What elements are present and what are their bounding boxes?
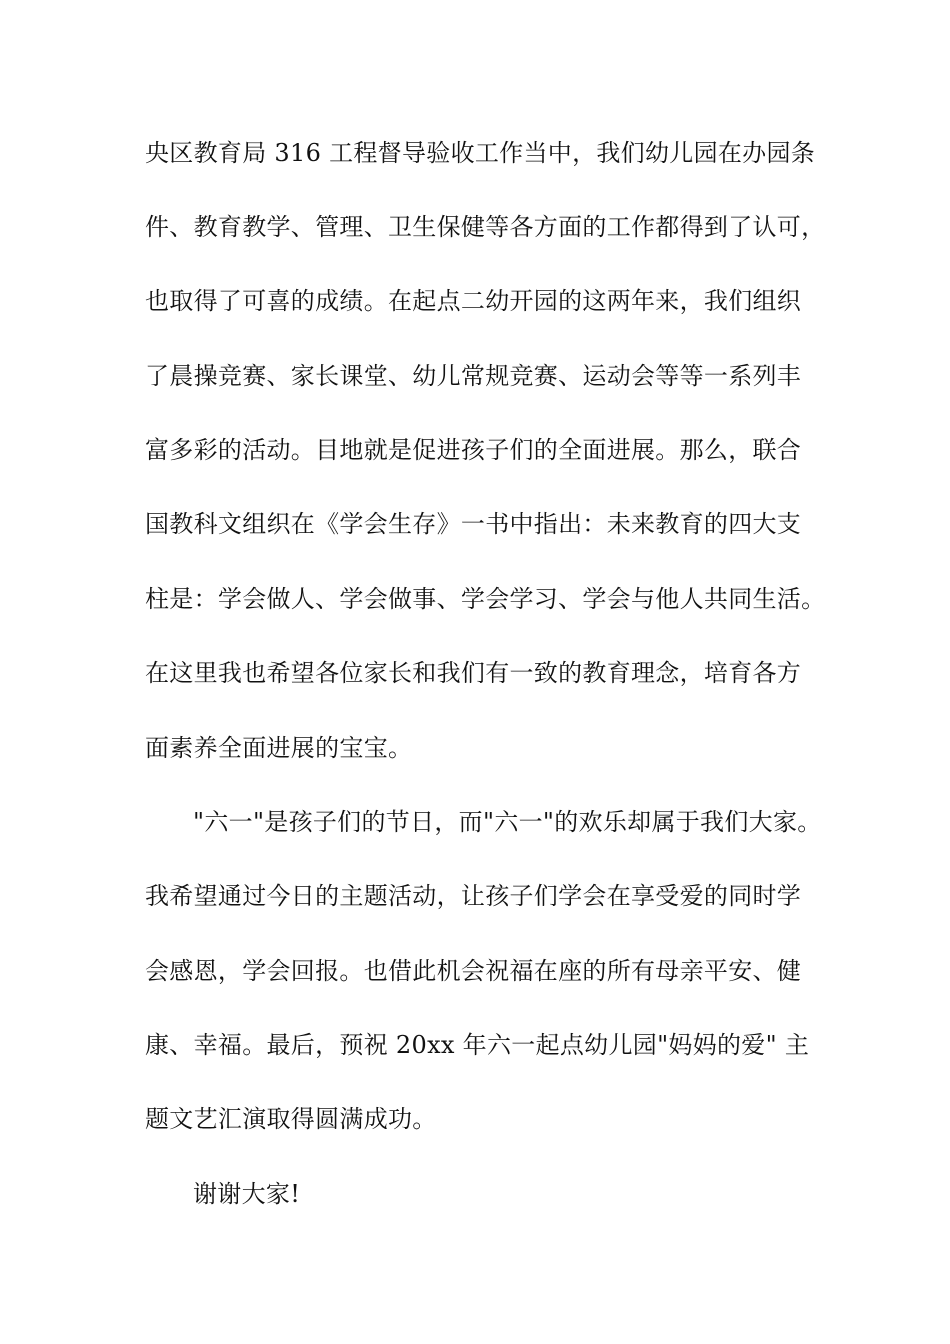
text-line: 在这里我也希望各位家长和我们有一致的教育理念，培育各方 [145,659,802,687]
closing-line: 谢谢大家! [193,1180,301,1208]
text-line: 也取得了可喜的成绩。在起点二幼开园的这两年来，我们组织 [145,287,802,315]
paragraph-start-line: "六一"是孩子们的节日，而"六一"的欢乐却属于我们大家。 [193,808,822,836]
text-line: 面素养全面进展的宝宝。 [145,734,413,762]
text-line: 件、教育教学、管理、卫生保健等各方面的工作都得到了认可， [145,213,826,241]
text-line: 康、幸福。最后，预祝 20xx 年六一起点幼儿园"妈妈的爱" 主 [145,1031,810,1059]
text-line: 题文艺汇演取得圆满成功。 [145,1105,437,1133]
text-line: 国教科文组织在《学会生存》一书中指出：未来教育的四大支 [145,510,802,538]
text-line: 了晨操竞赛、家长课堂、幼儿常规竞赛、运动会等等一系列丰 [145,362,802,390]
text-line: 我希望通过今日的主题活动，让孩子们学会在享受爱的同时学 [145,882,802,910]
text-line: 柱是：学会做人、学会做事、学会学习、学会与他人共同生活。 [145,585,826,613]
text-line: 会感恩，学会回报。也借此机会祝福在座的所有母亲平安、健 [145,957,802,985]
text-line: 富多彩的活动。目地就是促进孩子们的全面进展。那么，联合 [145,436,802,464]
text-line: 央区教育局 316 工程督导验收工作当中，我们幼儿园在办园条 [145,139,816,167]
